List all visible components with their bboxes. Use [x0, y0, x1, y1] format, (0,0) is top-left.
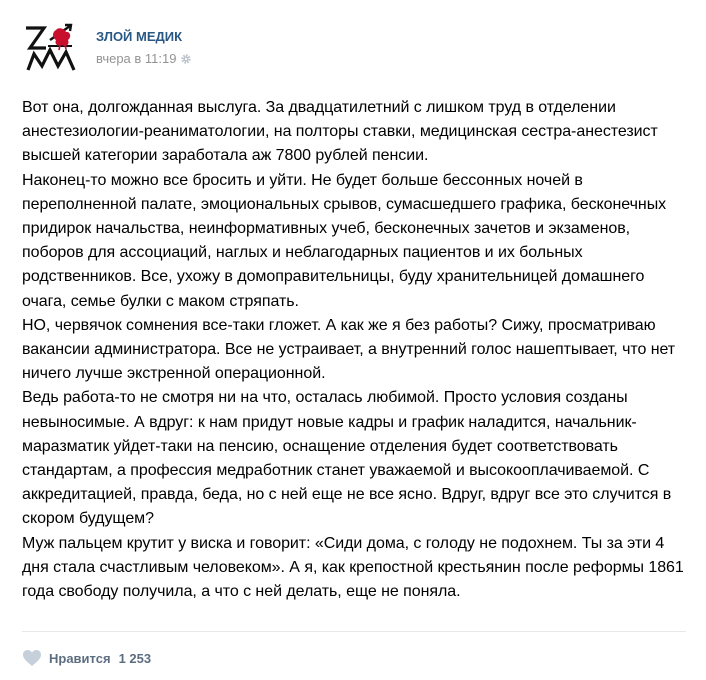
post-timestamp[interactable]: вчера в 11:19	[96, 51, 177, 66]
like-button[interactable]	[22, 648, 151, 668]
post-text	[22, 96, 686, 604]
author-name[interactable]: ЗЛОЙ МЕДИК	[96, 29, 183, 44]
avatar[interactable]	[22, 20, 78, 76]
post-paragraph: Муж пальцем крутит у виска и говорит: «Сиди дома, с голоду не подохнем. Ты за эти 4 дня стала счастливым человеком». А я, как крепостной крестьянин после реформы 1861 года свободу получила, а что с ней делать, еще не поняла.	[22, 534, 684, 601]
post-paragraph: Наконец-то можно все бросить и уйти. Не будет больше бессонных ночей в переполненной палате, эмоциональных срывов, сумасшедшего графика, бесконечных придирок начальства, неинформативных учеб, бесконечных зачетов и экзаменов, поборов для ассоциаций, наглых и неблагодарных пациентов и их больных родственников. Все, ухожу в домоправительницы, буду хранительницей домашнего очага, семье булки с маком стряпать.	[22, 171, 667, 310]
post-paragraph: Вот она, долгожданная выслуга. За двадцатилетний с лишком труд в отделении анестезиологии-реаниматологии, на полторы ставки, медицинская сестра-анестезист высшей категории заработала аж 7800 рублей пенсии.	[22, 99, 658, 165]
like-count: 1 253	[118, 650, 152, 666]
footer-divider	[22, 631, 686, 632]
post-paragraph: НО, червячок сомнения все-таки гложет. А как же я без работы? Сижу, просматриваю вакансии администратора. Все не устраивает, а внутренний голос нашептывает, что нет ничего лучше экстренной операционной.	[22, 316, 676, 383]
heart-icon	[22, 649, 42, 667]
post-paragraph: Ведь работа-то не смотря ни на что, осталась любимой. Просто условия созданы невыносимые. А вдруг: к нам придут новые кадры и график наладится, начальник-маразматик уйдет-таки на пенсию, оснащение отделения будет соответствовать стандартам, а профессия медработник станет уважаемой и высокооплачиваемой. С аккредитацией, правда, беда, но с ней еще не все ясно. Вдруг, вдруг все это случится в скором будущем?	[22, 389, 672, 528]
gear-icon	[180, 53, 192, 65]
post-meta	[96, 51, 192, 66]
post-header	[22, 20, 682, 76]
like-label: Нравится	[49, 650, 111, 666]
logo-zm-icon	[22, 20, 78, 76]
